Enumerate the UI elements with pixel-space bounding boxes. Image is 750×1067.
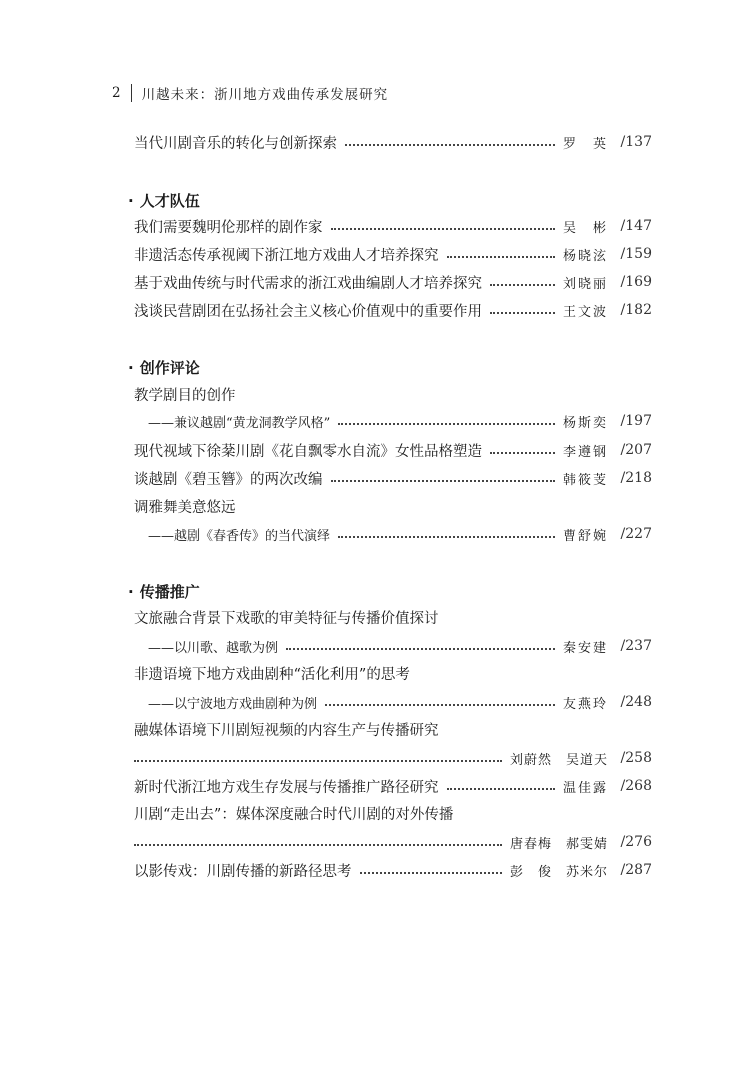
dot-leader [447, 787, 555, 790]
entry-page: /276 [620, 834, 652, 850]
dot-leader [490, 283, 555, 286]
section-heading: · 创作评论 [128, 359, 200, 377]
entry-title: 现代视域下徐棻川剧《花自飘零水自流》女性品格塑造 [134, 443, 482, 460]
entry-page: /137 [620, 134, 652, 150]
dot-leader [134, 843, 502, 846]
entry-author: 温佳露 [562, 780, 608, 796]
toc-entry[interactable] [134, 271, 652, 293]
section-heading-text: 传播推广 [139, 583, 200, 601]
entry-page: /258 [620, 750, 652, 766]
dot-leader [345, 143, 555, 146]
entry-page: /169 [620, 274, 652, 290]
toc-entry[interactable] [134, 410, 652, 432]
entry-author: 曹舒婉 [562, 528, 608, 544]
header-divider [131, 84, 132, 102]
dot-leader [447, 255, 555, 258]
toc-entry[interactable] [134, 859, 652, 881]
toc-entry[interactable] [134, 299, 652, 321]
entry-author: 郝雯婧 [565, 836, 608, 852]
entry-author: 唐春梅 [509, 836, 552, 852]
entry-title: 新时代浙江地方戏生存发展与传播推广路径研究 [134, 779, 439, 796]
entry-title: 当代川剧音乐的转化与创新探索 [134, 135, 337, 152]
entry-page: /197 [620, 413, 652, 429]
section-heading: · 传播推广 [128, 583, 200, 601]
entry-author: 罗 英 [562, 136, 608, 152]
entry-author: 韩筱芰 [562, 472, 608, 488]
entry-author: 彭 俊 [509, 864, 552, 880]
entry-author: 王文波 [562, 304, 608, 320]
entry-page: /227 [620, 526, 652, 542]
entry-subtitle: ——以川歌、越歌为例 [148, 640, 279, 656]
dot-leader [360, 871, 502, 874]
toc-entry[interactable] [134, 467, 652, 489]
entry-subtitle: ——兼议越剧“黄龙洞教学风格” [148, 415, 331, 431]
section-heading: · 人才队伍 [128, 192, 200, 210]
entry-author: 秦安建 [562, 640, 608, 656]
entry-title: 以影传戏：川剧传播的新路径思考 [134, 863, 352, 880]
entry-author: 刘晓丽 [562, 276, 608, 292]
dot-leader [490, 311, 555, 314]
entry-author: 杨晓泫 [562, 248, 608, 264]
dot-leader [338, 422, 555, 425]
entry-title[interactable]: 非遗语境下地方戏曲剧种“活化利用”的思考 [134, 667, 410, 683]
entry-title: 浅谈民营剧团在弘扬社会主义核心价值观中的重要作用 [134, 303, 482, 320]
dot-leader [286, 647, 555, 650]
entry-page: /182 [620, 302, 652, 318]
dot-leader [331, 227, 555, 230]
entry-page: /248 [620, 694, 652, 710]
dot-leader [490, 451, 555, 454]
entry-author: 友燕玲 [562, 696, 608, 712]
page-number: 2 [112, 85, 121, 101]
entry-author: 李遵钢 [562, 444, 608, 460]
section-heading-text: 人才队伍 [139, 192, 200, 210]
entry-title: 基于戏曲传统与时代需求的浙江戏曲编剧人才培养探究 [134, 275, 482, 292]
entry-author: 苏米尔 [565, 864, 608, 880]
dot-leader [331, 479, 555, 482]
entry-authors [510, 861, 608, 880]
entry-subtitle: ——越剧《春香传》的当代演绎 [148, 528, 331, 544]
entry-title[interactable]: 融媒体语境下川剧短视频的内容生产与传播研究 [134, 723, 439, 739]
entry-author: 刘蔚然 [509, 752, 552, 768]
book-title: 川越未来：浙川地方戏曲传承发展研究 [141, 87, 389, 103]
section-heading-text: 创作评论 [139, 359, 200, 377]
entry-title: 谈越剧《碧玉簪》的两次改编 [134, 471, 323, 488]
toc-entry[interactable] [134, 747, 652, 769]
entry-title[interactable]: 教学剧目的创作 [134, 388, 236, 404]
dot-leader [338, 535, 555, 538]
toc-entry[interactable] [134, 131, 652, 153]
entry-title[interactable]: 川剧“走出去”：媒体深度融合时代川剧的对外传播 [134, 807, 454, 823]
entry-authors [510, 833, 608, 852]
entry-author: 吴道天 [565, 752, 608, 768]
dot-leader [134, 759, 502, 762]
toc-entry[interactable] [134, 243, 652, 265]
entry-author: 吴 彬 [562, 220, 608, 236]
entry-page: /287 [620, 862, 652, 878]
toc-entry[interactable] [134, 775, 652, 797]
entry-page: /268 [620, 778, 652, 794]
running-header [112, 82, 388, 104]
entry-page: /207 [620, 442, 652, 458]
entry-title: 非遗活态传承视阈下浙江地方戏曲人才培养探究 [134, 247, 439, 264]
dot-leader [325, 703, 555, 706]
entry-page: /147 [620, 218, 652, 234]
entry-subtitle: ——以宁波地方戏曲剧种为例 [148, 696, 318, 712]
entry-page: /218 [620, 470, 652, 486]
entry-title[interactable]: 文旅融合背景下戏歌的审美特征与传播价值探讨 [134, 611, 439, 627]
entry-title: 我们需要魏明伦那样的剧作家 [134, 219, 323, 236]
entry-authors [510, 749, 608, 768]
toc-entry[interactable] [134, 635, 652, 657]
toc-entry[interactable] [134, 523, 652, 545]
toc-entry[interactable] [134, 439, 652, 461]
entry-author: 杨斯奕 [562, 415, 608, 431]
entry-page: /159 [620, 246, 652, 262]
entry-page: /237 [620, 638, 652, 654]
toc-entry[interactable] [134, 691, 652, 713]
toc-entry[interactable] [134, 215, 652, 237]
entry-title[interactable]: 调雅舞美意悠远 [134, 500, 236, 516]
toc-entry[interactable] [134, 831, 652, 853]
